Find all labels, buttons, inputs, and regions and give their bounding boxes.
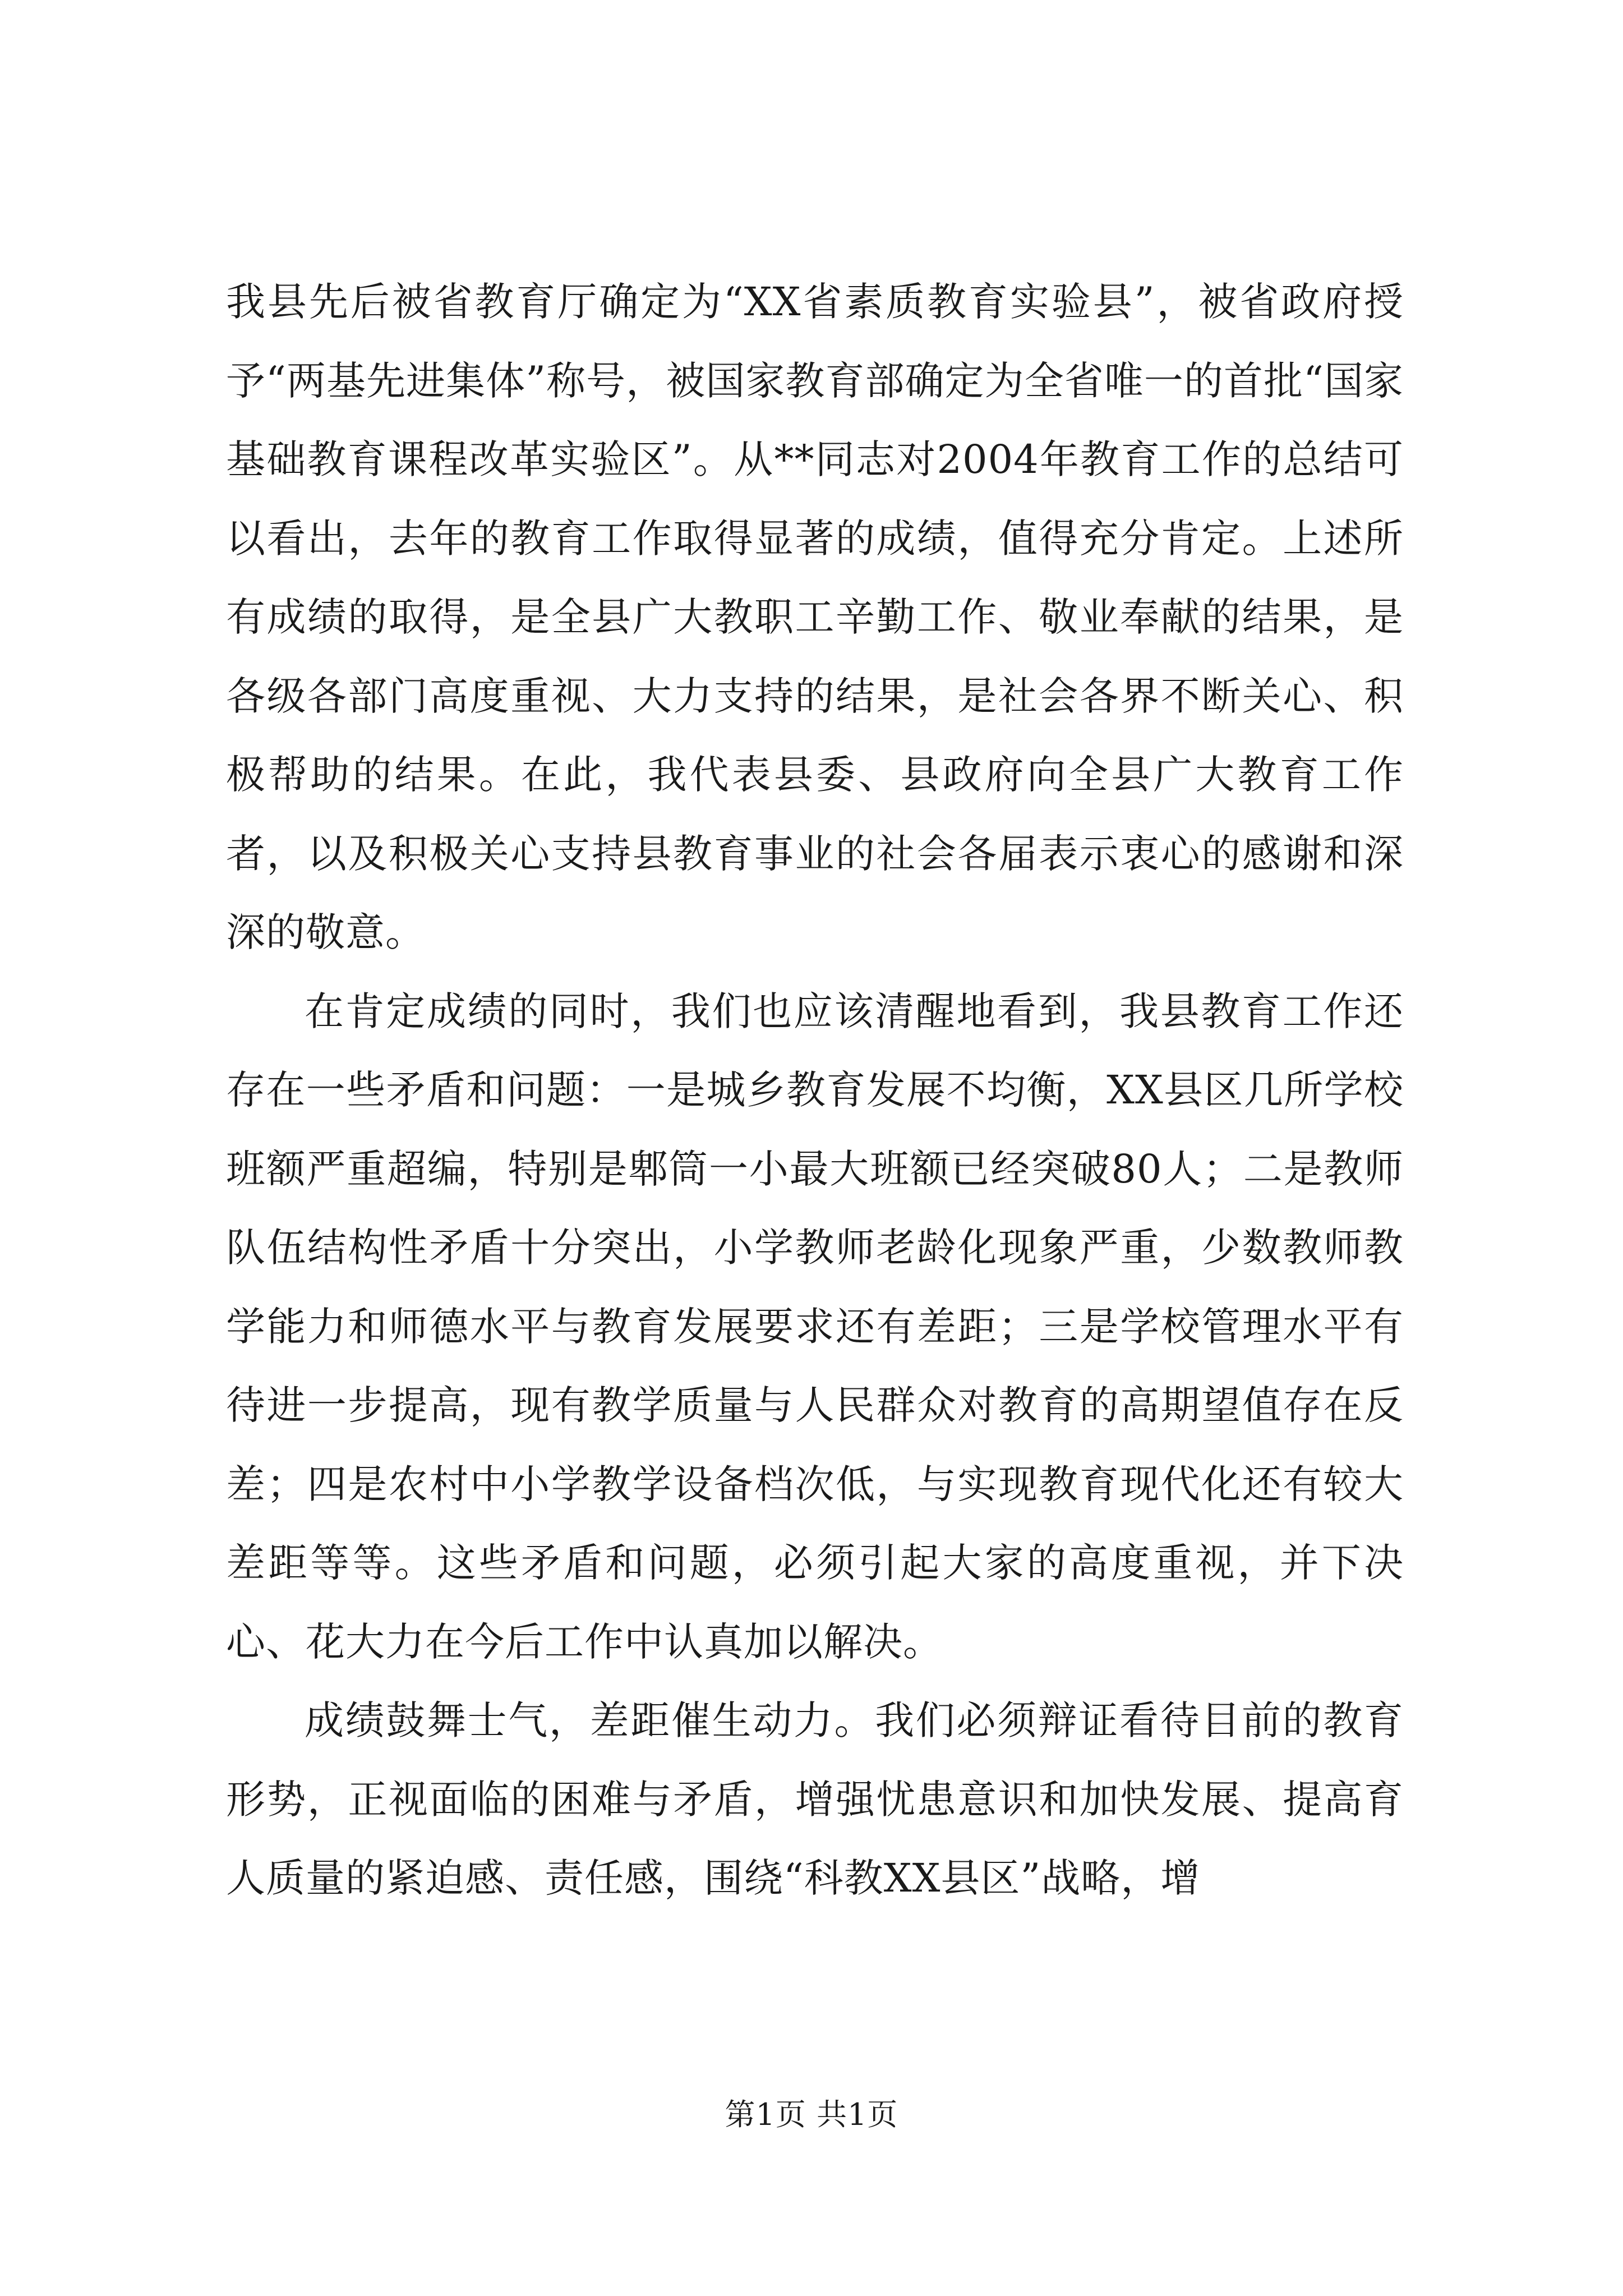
- paragraph-outlook: 成绩鼓舞士气，差距催生动力。我们必须辩证看待目前的教育形势，正视面临的困难与矛盾，增强忧患意识和加快发展、提高育人质量的紧迫感、责任感，围绕“科教XX县区”战略，增: [226, 1697, 1404, 1901]
- paragraph-problems: 在肯定成绩的同时，我们也应该清醒地看到，我县教育工作还存在一些矛盾和问题：一是城乡教育发展不均衡，XX县区几所学校班额严重超编，特别是郫筒一小最大班额已经突破80人；二是教师队伍结构性矛盾十分突出，小学教师老龄化现象严重，少数教师教学能力和师德水平与教育发展要求还有差距；三是学校管理水平有待进一步提高，现有教学质量与人民群众对教育的高期望值存在反差；四是农村中小学教学设备档次低，与实现教育现代化还有较大差距等等。这些矛盾和问题，必须引起大家的高度重视，并下决心、花大力在今后工作中认真加以解决。: [226, 988, 1404, 1665]
- page-footer: 第1页 共1页: [725, 2097, 898, 2132]
- document-body: [226, 263, 1404, 1918]
- paragraph-achievements: 我县先后被省教育厅确定为“XX省素质教育实验县”，被省政府授予“两基先进集体”称号，被国家教育部确定为全省唯一的首批“国家基础教育课程改革实验区”。从**同志对2004年教育工作的总结可以看出，去年的教育工作取得显著的成绩，值得充分肯定。上述所有成绩的取得，是全县广大教职工辛勤工作、敬业奉献的结果，是各级各部门高度重视、大力支持的结果，是社会各界不断关心、积极帮助的结果。在此，我代表县委、县政府向全县广大教育工作者，以及积极关心支持县教育事业的社会各届表示衷心的感谢和深深的敬意。: [226, 279, 1404, 955]
